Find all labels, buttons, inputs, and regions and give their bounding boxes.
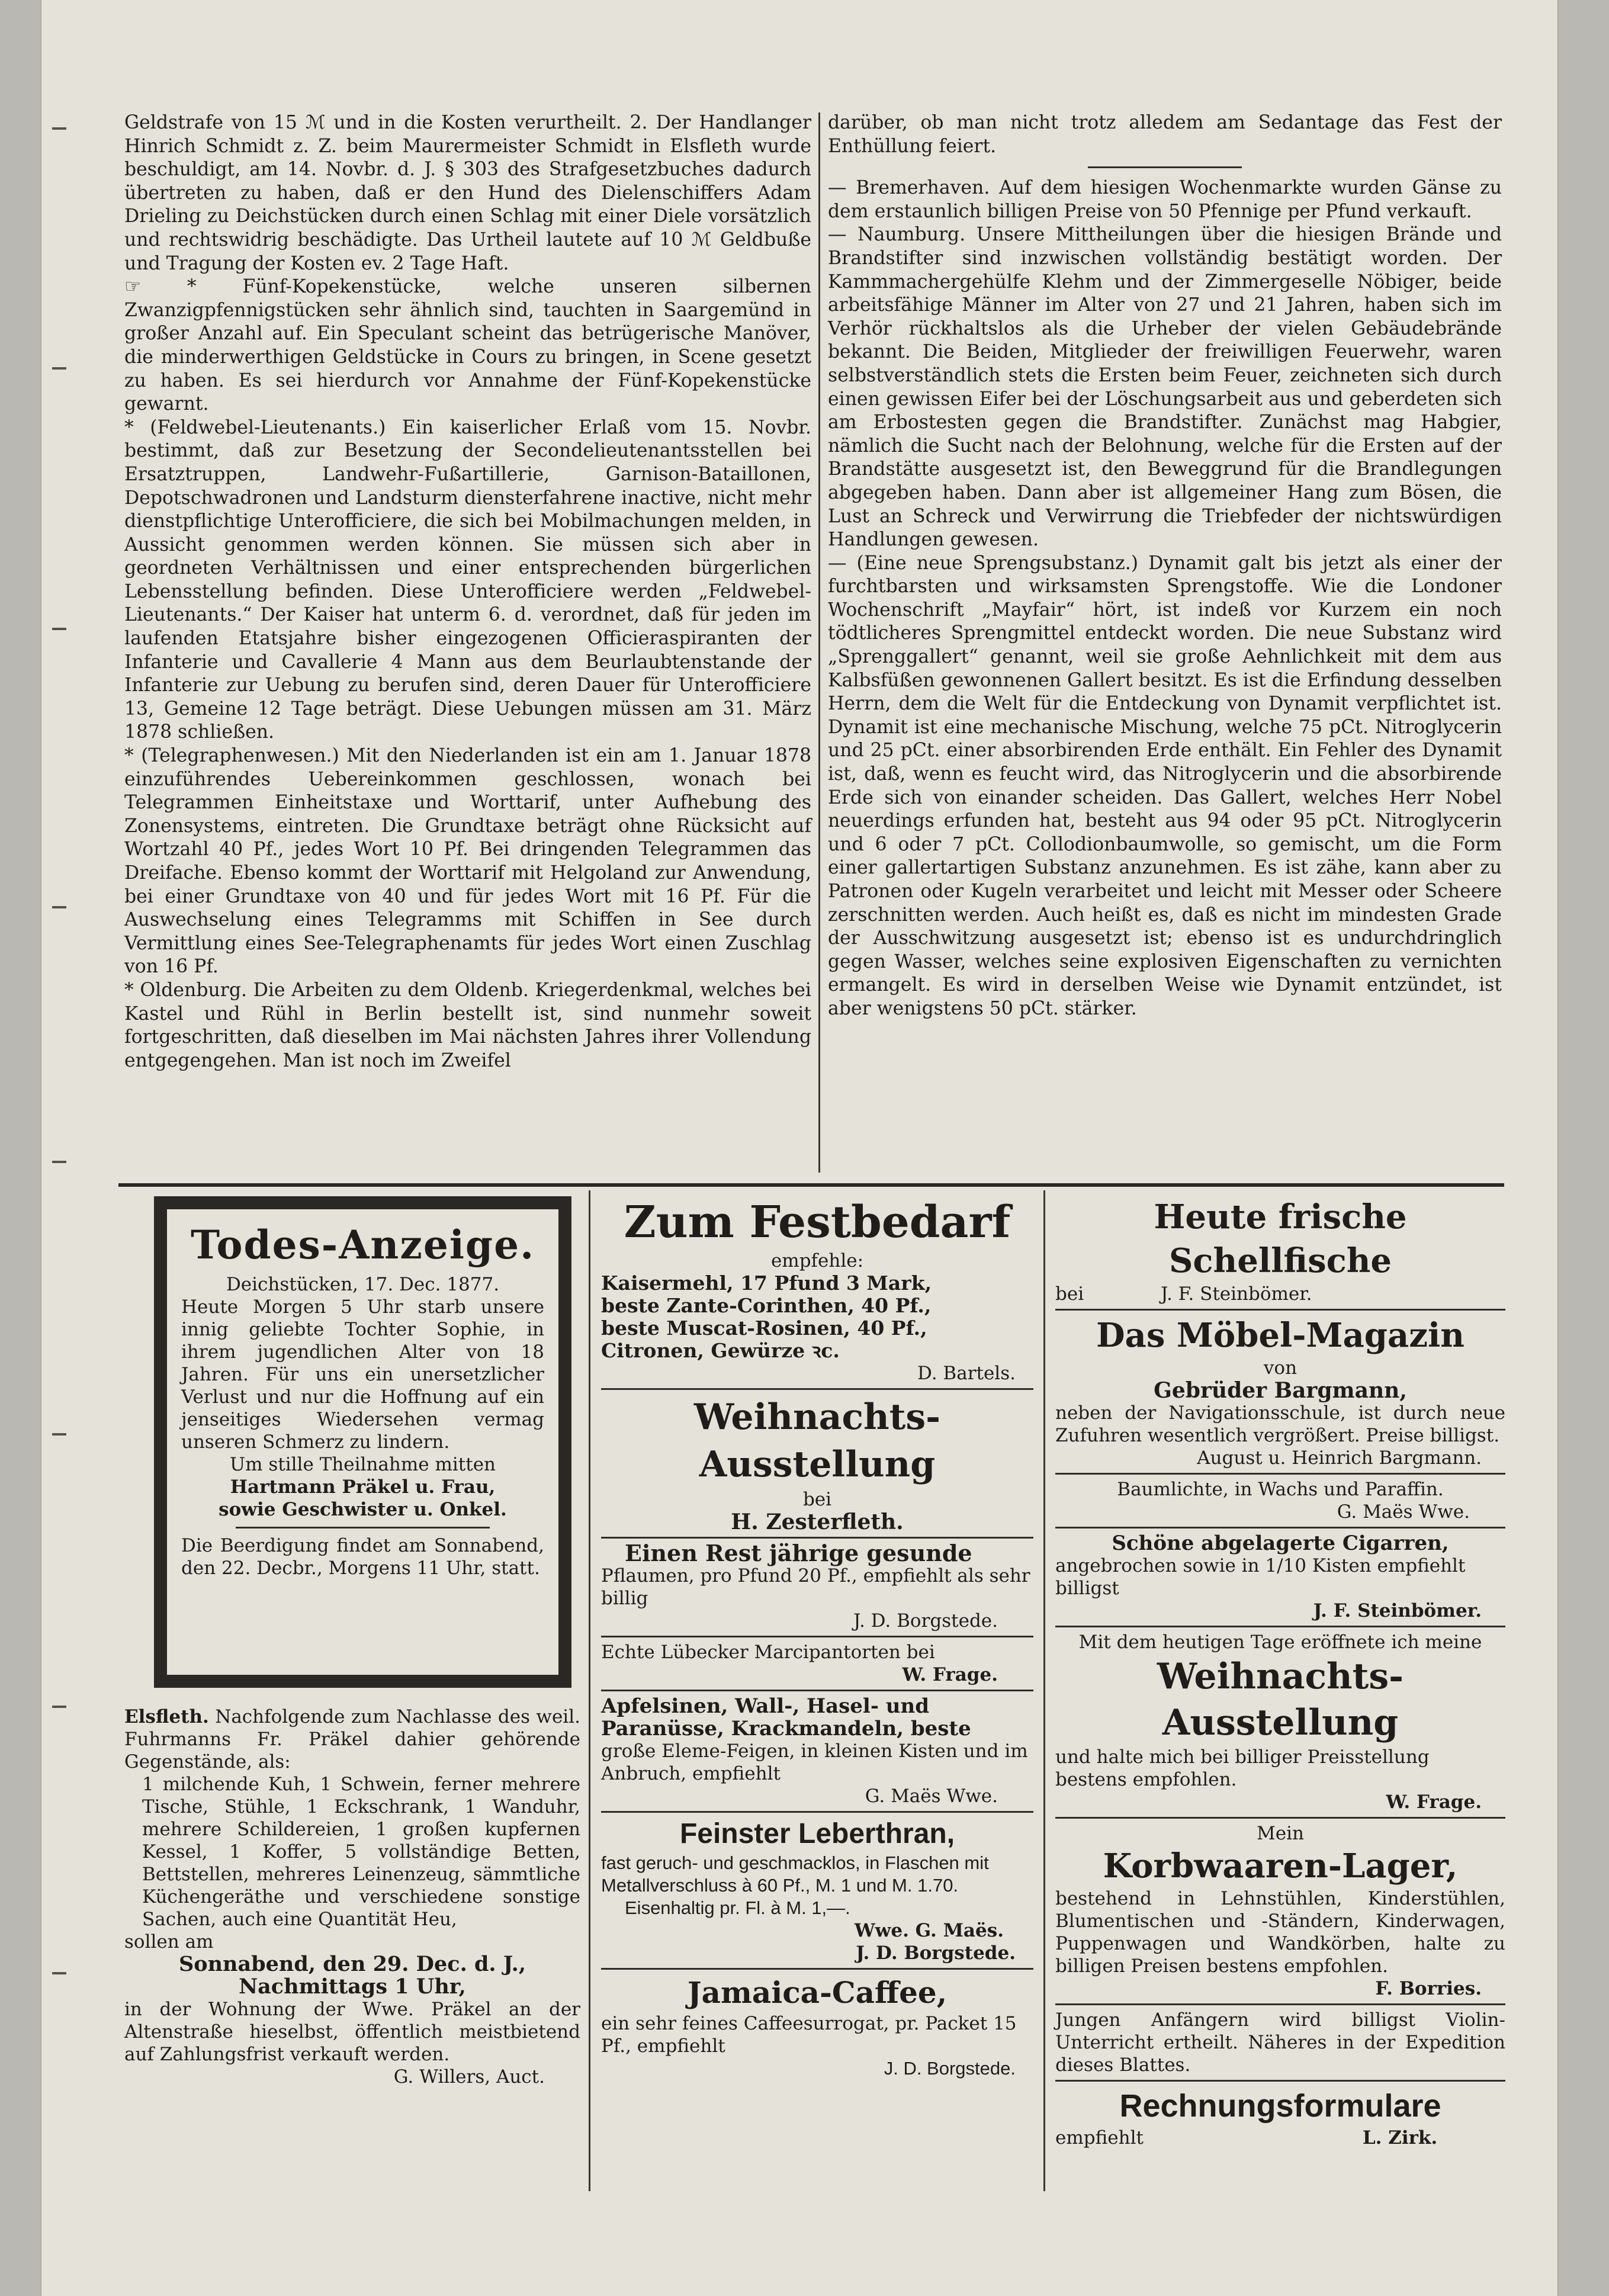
apfelsinen-signature: G. Maës Wwe. bbox=[865, 1786, 998, 1807]
death-notice-signers: Hartmann Präkel u. Frau, bbox=[230, 1476, 496, 1498]
cigarren-signature: J. F. Steinbömer. bbox=[1313, 1600, 1482, 1621]
ad-rule bbox=[601, 1537, 1033, 1539]
festbedarf-title: Zum Festbedarf bbox=[624, 1197, 1011, 1248]
rest-heading: Einen Rest jährige gesunde bbox=[625, 1540, 972, 1566]
moebel-von: von bbox=[1263, 1357, 1298, 1379]
auction-time: Nachmittags 1 Uhr, bbox=[239, 1974, 466, 1999]
festbedarf-item: Citronen, Gewürze ꝛc. bbox=[601, 1339, 840, 1362]
weihnachts2-title: Weihnachts-Ausstellung bbox=[1157, 1656, 1404, 1743]
festbedarf-item: beste Zante-Corinthen, 40 Pf., bbox=[601, 1294, 932, 1317]
rechnungsformulare-signature: L. Zirk. bbox=[1362, 2127, 1438, 2149]
ad-rule bbox=[1055, 1473, 1505, 1475]
section-divider bbox=[118, 1183, 1504, 1187]
festbedarf-signature: D. Bartels. bbox=[917, 1363, 1016, 1384]
death-notice-request: Um stille Theilnahme mitten bbox=[229, 1454, 496, 1475]
death-notice-funeral: Die Beerdigung findet am Sonnabend, den 22. Decbr., Morgens 11 Uhr, statt. bbox=[181, 1535, 544, 1579]
margin-mark bbox=[52, 628, 66, 630]
auction-signature: G. Willers, Auct. bbox=[393, 2066, 545, 2088]
auction-text: Nachfolgende zum Nachlasse des weil. Fuhrmanns Fr. Präkel dahier gehörende Gegenstände, als: bbox=[124, 1706, 580, 1772]
weihnachts2-text: und halte mich bei billiger Preisstellung bestens empfohlen. bbox=[1055, 1746, 1430, 1790]
death-notice-signers: sowie Geschwister u. Onkel. bbox=[219, 1499, 507, 1520]
leberthran-text: fast geruch- und geschmacklos, in Flaschen mit Metallverschluss à 60 Pf., M. 1 und M. 1.70. bbox=[601, 1852, 989, 1896]
newspaper-page bbox=[41, 0, 1557, 2296]
news-paragraph: — (Eine neue Sprengsubstanz.) Dynamit galt bis jetzt als einer der furchtbarsten und wirksamsten Sprengstoffe. Wie die Londoner Wochenschrift „Mayfair“ hört, ist indeß vor Kurzem ein noch tödtlicheres Sprengmittel entdeckt worden. Die neue Substanz wird „Sprenggallert“ genannt, weil sie große Aehnlichkeit mit dem aus Kalbsfüßen gewonnenen Gallert besitzt. Es ist die Erfindung desselben Herrn, dem die Welt für die Entdeckung von Dynamit verpflichtet ist. Dynamit ist eine mechanische Mischung, welche 75 pCt. Nitroglycerin und 25 pCt. einer absorbirenden Erde enthält. Ein Fehler des Dynamit ist, daß, wenn es feucht wird, das Nitroglycerin und die absorbirende Erde sich von einander scheiden. Das Gallert, welches Herr Nobel neuerdings erfunden hat, besteht aus 94 oder 95 pCt. Nitroglycerin und 6 oder 7 pCt. Collodionbaumwolle, so gemischt, um die Form einer gallertartigen Substanz anzunehmen. Es ist zähe, kann aber zu Patronen oder Kugeln verarbeitet und leicht mit Messer oder Scheere zerschnitten werden. Auch heißt es, daß es nicht im mindesten Grade der Ausschwitzung ausgesetzt ist; ebenso ist es undurchdringlich gegen Wasser, welches seine explosiven Eigenschaften zu vernichten ermangelt. Es wird in derselben Weise wie Dynamit entzündet, ist aber wenigstens 50 pCt. stärker. bbox=[828, 552, 1502, 1019]
column-divider bbox=[589, 1190, 590, 2191]
festbedarf-item: Kaisermehl, 17 Pfund 3 Mark, bbox=[601, 1271, 932, 1295]
auction-date: Sonnabend, den 29. Dec. d. J., bbox=[178, 1952, 526, 1976]
ad-rule bbox=[1055, 2003, 1505, 2005]
leberthran-title: Feinster Leberthran, bbox=[679, 1818, 955, 1849]
news-column-left bbox=[124, 111, 811, 1072]
weihnachts2-intro: Mit dem heutigen Tage eröffnete ich meine bbox=[1078, 1632, 1482, 1653]
jamaica-text: ein sehr feines Caffeesurrogat, pr. Packet 15 Pf., empfiehlt bbox=[601, 2013, 1017, 2057]
news-paragraph: * Oldenburg. Die Arbeiten zu dem Oldenb. Kriegerdenkmal, welches bei Kastel und Rühl in Berlin bestellt ist, sind nunmehr soweit fortgeschritten, daß dieselben im Mai nächsten Jahres ihrer Vollendung entgegengehen. Man ist noch im Zweifel bbox=[124, 979, 811, 1071]
news-paragraph: — Naumburg. Unsere Mittheilungen über die hiesigen Brände und Brandstifter sind inzwischen vollständig bestätigt worden. Der Kammmachergehülfe Klehm und der Zimmergeselle Nöbiger, beide arbeitsfähige Männer im Alter von 27 und 21 Jahren, haben sich im Verhör rückhaltslos als die Urheber der vielen Gebäudebrände bekannt. Die Beiden, Mitglieder der freiwilligen Feuerwehr, waren selbstverständlich stets die Ersten beim Feuer, zeichneten sich durch einen gewissen Eifer bei der Löschungsarbeit aus und geberdeten sich am Erbostesten gegen die Brandstifter. Zunächst mag Habgier, nämlich die Sucht nach der Belohnung, welche für die Ersten auf der Brandstätte ausgesetzt ist, den Beweggrund für die Brandlegungen abgegeben haben. Dann aber ist allgemeiner Hang zum Bösen, die Lust an Schreck und Verwirrung die Triebfeder der nichtswürdigen Handlungen gewesen. bbox=[828, 224, 1502, 551]
baumlichte-signature: G. Maës Wwe. bbox=[1337, 1501, 1470, 1523]
weihnachts-bei: bei bbox=[802, 1489, 832, 1510]
apfelsinen-heading: Apfelsinen, Wall-, Hasel- und bbox=[601, 1694, 930, 1718]
leberthran-signature: Wwe. G. Maës. bbox=[854, 1920, 1004, 1941]
ads-column-right bbox=[1055, 1195, 1505, 2149]
ad-rule bbox=[1055, 1309, 1505, 1311]
news-paragraph: Geldstrafe von 15 ℳ und in die Kosten verurtheilt. 2. Der Handlanger Hinrich Schmidt z. Z. beim Maurermeister Schmidt in Elsfleth wurde beschuldigt, am 14. Novbr. d. J. § 303 des Strafgesetzbuches dadurch übertreten zu haben, daß er den Hund des Dielenschiffers Adam Drieling zu Deichstücken durch einen Schlag mit einer Diele vorsätzlich und rechtswidrig beschädigte. Das Urtheil lautete auf 10 ℳ Geldbuße und Tragung der Kosten ev. 2 Tage Haft. bbox=[124, 112, 811, 274]
ad-rule bbox=[601, 1388, 1033, 1390]
weihnachts2-signature: W. Frage. bbox=[1386, 1791, 1482, 1813]
ad-rule bbox=[1055, 1626, 1505, 1627]
schellfische-signature: J. F. Steinbömer. bbox=[1160, 1283, 1312, 1305]
rechnungsformulare-text: empfiehlt bbox=[1055, 2127, 1144, 2149]
column-divider bbox=[1043, 1190, 1045, 2191]
death-notice bbox=[154, 1196, 571, 1688]
section-rule bbox=[1088, 166, 1242, 168]
marzipan-text: Echte Lübecker Marcipantorten bei bbox=[601, 1642, 935, 1663]
festbedarf-item: beste Muscat-Rosinen, 40 Pf., bbox=[601, 1316, 927, 1340]
apfelsinen-text: große Eleme-Feigen, in kleinen Kisten und im Anbruch, empfiehlt bbox=[601, 1741, 1028, 1784]
death-notice-rule bbox=[236, 1527, 490, 1528]
korbwaaren-title: Korbwaaren-Lager, bbox=[1103, 1847, 1458, 1886]
news-paragraph: ☞ * Fünf-Kopekenstücke, welche unseren silbernen Zwanzigpfennigstücken sehr ähnlich sind, tauchten in Saargemünd in großer Anzahl auf. Ein Speculant scheint das betrügerische Manöver, die minderwerthigen Geldstücke in Cours zu bringen, in Scene gesetzt zu haben. Es sei hierdurch vor Annahme der Fünf-Kopekenstücke gewarnt. bbox=[124, 276, 811, 415]
auction-text: sollen am bbox=[124, 1931, 214, 1953]
ad-rule bbox=[601, 1690, 1033, 1691]
news-paragraph: darüber, ob man nicht trotz alledem am Sedantage das Fest der Enthüllung feiert. bbox=[828, 112, 1502, 157]
margin-mark bbox=[52, 367, 66, 370]
column-divider bbox=[818, 113, 820, 1173]
ad-rule bbox=[1055, 1817, 1505, 1819]
marzipan-signature: W. Frage. bbox=[902, 1664, 998, 1685]
ad-rule bbox=[601, 1968, 1033, 1970]
rest-text: Pflaumen, pro Pfund 20 Pf., empfiehlt als sehr billig bbox=[601, 1565, 1030, 1609]
cigarren-text: angebrochen sowie in 1/10 Kisten empfiehlt billigst bbox=[1055, 1555, 1466, 1599]
auction-notice bbox=[124, 1706, 580, 2088]
news-paragraph: * (Telegraphenwesen.) Mit den Niederlanden ist ein am 1. Januar 1878 einzuführendes Uebereinkommen geschlossen, wonach bei Telegrammen Einheitstaxe und Worttarif, unter Aufhebung des Zonensystems, eintreten. Die Grundtaxe beträgt ohne Rücksicht auf Wortzahl 40 Pf., jedes Wort 10 Pf. Bei dringenden Telegrammen das Dreifache. Ebenso kommt der Worttarif mit Helgoland zur Anwendung, bei einer Grundtaxe von 40 und für jedes Wort mit 16 Pf. Für die Auswechselung eines Telegramms mit Schiffen in See durch Vermittlung eines See-Telegraphenamts für jedes Wort einen Zuschlag von 16 Pf. bbox=[124, 745, 811, 978]
schellfische-bei: bei bbox=[1055, 1283, 1084, 1305]
margin-mark bbox=[52, 127, 66, 130]
news-paragraph: — Bremerhaven. Auf dem hiesigen Wochenmarkte wurden Gänse zu dem erstaunlich billigen Preise von 50 Pfennige per Pfund verkauft. bbox=[828, 177, 1502, 222]
leberthran-signature: J. D. Borgstede. bbox=[856, 1942, 1016, 1964]
auction-lead: Elsfleth. bbox=[124, 1706, 209, 1727]
moebel-title: Das Möbel-Magazin bbox=[1096, 1316, 1465, 1355]
weihnachts-title: Weihnachts-Ausstellung bbox=[693, 1396, 941, 1485]
jamaica-signature: J. D. Borgstede. bbox=[884, 2058, 1016, 2079]
margin-mark bbox=[52, 1972, 66, 1974]
weihnachts-signature: H. Zesterfleth. bbox=[731, 1510, 904, 1534]
margin-mark bbox=[52, 1706, 66, 1708]
jamaica-title: Jamaica-Caffee, bbox=[687, 1975, 948, 2010]
baumlichte-text: Baumlichte, in Wachs und Paraffin. bbox=[1117, 1479, 1444, 1500]
rest-signature: J. D. Borgstede. bbox=[853, 1610, 998, 1632]
violin-text: Jungen Anfängern wird billigst Violin-Unterricht ertheilt. Näheres in der Expedition dieses Blattes. bbox=[1055, 2009, 1505, 2076]
margin-mark bbox=[52, 906, 66, 908]
apfelsinen-heading: Paranüsse, Krackmandeln, beste bbox=[601, 1717, 971, 1741]
schellfische-title: Heute frische Schellfische bbox=[1154, 1197, 1407, 1280]
death-notice-place-date: Deichstücken, 17. Dec. 1877. bbox=[226, 1274, 500, 1295]
ad-rule bbox=[1055, 1527, 1505, 1528]
news-column-right bbox=[828, 111, 1502, 1021]
death-notice-title: Todes-Anzeige. bbox=[190, 1222, 535, 1268]
news-paragraph: * (Feldwebel-Lieutenants.) Ein kaiserlicher Erlaß vom 15. Novbr. bestimmt, daß zur Besetzung der Secondelieutenantsstellen bei Ersatztruppen, Landwehr-Fußartillerie, Garnison-Bataillonen, Depotschwadronen und Landsturm diensterfahrene inactive, nicht mehr dienstpflichtige Unterofficiere, die sich bei Mobilmachungen melden, in Aussicht genommen werden können. Sie müssen sich aber in geordneten Verhältnissen und einer entsprechenden bürgerlichen Lebensstellung befinden. Diese Unterofficiere werden „Feldwebel-Lieutenants.“ Der Kaiser hat unterm 6. d. verordnet, daß für jeden im laufenden Etatsjahre bisher eingezogenen Officieraspiranten der Infanterie und Cavallerie 4 Mann aus dem Beurlaubtenstande der Infanterie zur Uebung zu berufen sind, deren Dauer für Unterofficiere 13, Gemeine 12 Tage beträgt. Diese Uebungen müssen am 31. März 1878 schließen. bbox=[124, 416, 811, 743]
korbwaaren-mein: Mein bbox=[1257, 1823, 1304, 1844]
ads-column-middle bbox=[601, 1195, 1033, 2080]
rechnungsformulare-title: Rechnungsformulare bbox=[1119, 2088, 1441, 2124]
ad-rule bbox=[601, 1811, 1033, 1813]
korbwaaren-text: bestehend in Lehnstühlen, Kinderstühlen, Blumentischen und -Ständern, Kinderwagen, Puppenwagen und Wandkörben, halte zu billigen Preisen bestens empfohlen. bbox=[1055, 1888, 1505, 1977]
auction-items: 1 milchende Kuh, 1 Schwein, ferner mehrere Tische, Stühle, 1 Eckschrank, 1 Wanduhr, mehrere Schildereien, 1 großen kupfernen Kessel, 1 Koffer, 5 vollständige Betten, Bettstellen, mehreres Leinenzeug, sämmtliche Küchengeräthe und verschiedene sonstige Sachen, auch eine Quantität Heu, bbox=[142, 1774, 580, 1930]
margin-mark bbox=[52, 1161, 66, 1163]
ad-rule bbox=[601, 1636, 1033, 1637]
death-notice-body: Heute Morgen 5 Uhr starb unsere innig geliebte Tochter Sophie, in ihrem jugendlichen Alter von 18 Jahren. Für uns ein unersetzlicher Verlust und nur die Hoffnung auf ein jenseitiges Wiedersehen vermag unseren Schmerz zu lindern. bbox=[181, 1296, 544, 1453]
leberthran-eisen: Eisenhaltig pr. Fl. à M. 1,—. bbox=[625, 1897, 850, 1918]
korbwaaren-signature: F. Borries. bbox=[1375, 1978, 1482, 1999]
auction-text: in der Wohnung der Wwe. Präkel an der Altenstraße hieselbst, öffentlich meistbietend auf Zahlungsfrist verkauft werden. bbox=[124, 1999, 580, 2065]
margin-mark bbox=[52, 1433, 66, 1436]
cigarren-heading: Schöne abgelagerte Cigarren, bbox=[1112, 1531, 1449, 1555]
festbedarf-sub: empfehle: bbox=[770, 1250, 864, 1271]
moebel-signature: August u. Heinrich Bargmann. bbox=[1197, 1447, 1482, 1469]
moebel-text: neben der Navigationsschule, ist durch neue Zufuhren wesentlich vergrößert. Preise billigst. bbox=[1055, 1402, 1505, 1446]
ad-rule bbox=[1055, 2080, 1505, 2082]
moebel-firm: Gebrüder Bargmann, bbox=[1154, 1378, 1407, 1403]
